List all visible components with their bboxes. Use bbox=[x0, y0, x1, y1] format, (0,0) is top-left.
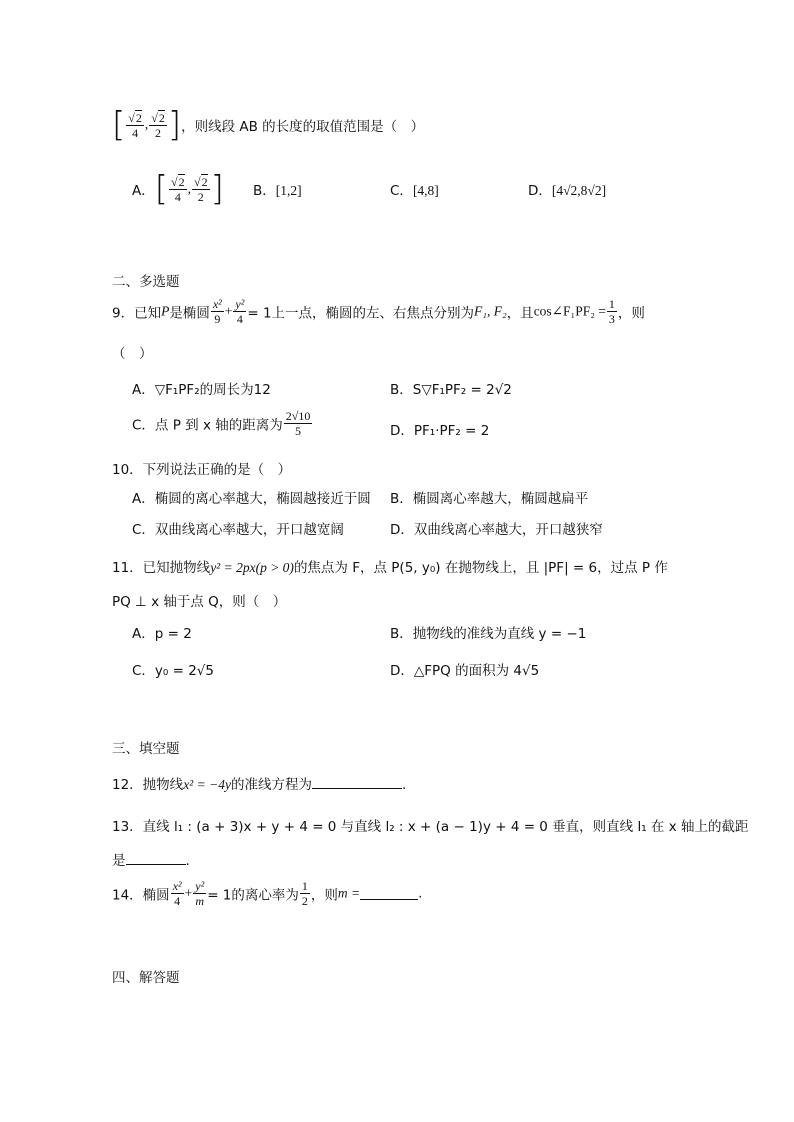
right-bracket: ] bbox=[167, 105, 182, 145]
q10-option-b: B．椭圆离心率越大，椭圆越扁平 bbox=[390, 491, 589, 507]
q11-option-a: A．p = 2 bbox=[132, 626, 192, 642]
q11-option-d: D．△FPQ 的面积为 4√5 bbox=[390, 663, 540, 679]
q9-option-b: B．S▽F₁PF₂ = 2√2 bbox=[390, 382, 512, 398]
q13-answer-blank[interactable] bbox=[126, 852, 186, 865]
q12-stem: 12．抛物线x² = −4y的准线方程为 . bbox=[112, 777, 407, 793]
q8-option-b: B．[1,2] bbox=[253, 183, 302, 199]
q10-stem: 10．下列说法正确的是（ ） bbox=[112, 462, 292, 478]
q9-option-c: C．点 P 到 x 轴的距离为 $\frac{2√10}{5}$ bbox=[132, 409, 311, 438]
q12-answer-blank[interactable] bbox=[312, 776, 402, 789]
q9-option-d: D．PF₁·PF₂ = 2 bbox=[390, 423, 490, 439]
q11-stem-line1: 11．已知抛物线y² = 2px(p > 0)的焦点为 F，点 P(5, y₀) 在抛物线上，且 |PF| = 6，过点 P 作 bbox=[112, 560, 668, 576]
q8-question-text: ，则线段 AB 的长度的取值范围是（ ） bbox=[181, 119, 425, 135]
q11-option-b: B．抛物线的准线为直线 y = −1 bbox=[390, 626, 587, 642]
section-solutions: 四、解答题 bbox=[112, 970, 180, 986]
q8-option-a: A．[ $\frac{√2}{4}$ , $\frac{√2}{2}$ ] bbox=[132, 169, 224, 209]
q13-stem-line1: 13．直线 l₁ : (a + 3)x + y + 4 = 0 与直线 l₂ : x + (a − 1)y + 4 = 0 垂直，则直线 l₁ 在 x 轴上的截距 bbox=[112, 819, 749, 835]
section-multiple-choice: 二、多选题 bbox=[112, 274, 180, 290]
q8-option-d: D．[4√2,8√2] bbox=[528, 183, 607, 199]
q13-stem-line2: 是 . bbox=[112, 853, 190, 869]
q10-option-a: A．椭圆的离心率越大，椭圆越接近于圆 bbox=[132, 491, 371, 507]
q8-range-line: [ $\frac{√2}{4}$ , $\frac{√2}{2}$ ]，则线段 AB 的长度的取值范围是（ ） bbox=[112, 105, 425, 145]
q8-option-c: C．[4,8] bbox=[390, 183, 439, 199]
left-bracket: [ bbox=[112, 105, 126, 145]
q14-answer-blank[interactable] bbox=[360, 887, 418, 900]
q10-option-c: C．双曲线离心率越大，开口越宽阔 bbox=[132, 522, 344, 538]
q14-stem: 14．椭圆 $\frac{\text{x²}}{4}$ + $\frac{\text{y²}}{m}$ = 1的离心率为 $\frac{1}{2}$ ，则m = . bbox=[112, 879, 423, 908]
q9-option-a: A．▽F₁PF₂的周长为12 bbox=[132, 382, 271, 398]
frac-sqrt2-over-4: $\frac{√2}{4}$ bbox=[128, 110, 142, 140]
q9-paren: （ ） bbox=[112, 346, 153, 362]
q11-stem-line2: PQ ⊥ x 轴于点 Q，则（ ） bbox=[112, 594, 287, 610]
q11-option-c: C．y₀ = 2√5 bbox=[132, 663, 215, 679]
section-fill-in: 三、填空题 bbox=[112, 741, 180, 757]
q9-stem: 9．已知P是椭圆 $\frac{\text{x²}}{9}$ + $\frac{\text{y²}}{4}$ = 1上一点，椭圆的左、右焦点分别为F₁, F₂，且cos∠F₁PF₂ = $\frac{1}{3}$ ，则 bbox=[112, 297, 645, 326]
q10-option-d: D．双曲线离心率越大，开口越狭窄 bbox=[390, 522, 603, 538]
frac-sqrt2-over-2: $\frac{√2}{2}$ bbox=[151, 110, 165, 140]
